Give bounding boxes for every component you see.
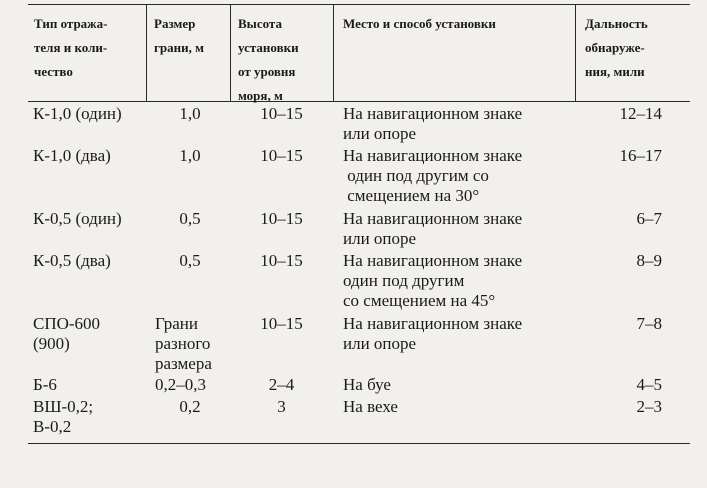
cell-height (230, 314, 333, 334)
header-divider (333, 4, 334, 101)
cell-text: На навигационном знаке (343, 104, 523, 123)
cell-text: 3 (277, 397, 286, 416)
cell-size (150, 397, 230, 417)
cell-text: 6–7 (636, 209, 662, 228)
cell-type (33, 397, 93, 437)
cell-text: размера (155, 354, 212, 373)
cell-size (155, 375, 235, 395)
header-text: Тип отража- (34, 16, 108, 31)
cell-type (33, 251, 111, 271)
cell-range (580, 251, 662, 271)
header-text: обнаруже- (585, 40, 645, 55)
table-top-rule (28, 4, 690, 5)
cell-size (150, 146, 230, 166)
cell-text: На навигационном знаке (343, 251, 523, 270)
header-divider (146, 4, 147, 101)
header-reflector-type (34, 12, 107, 84)
cell-text: 12–14 (619, 104, 662, 123)
cell-size (150, 104, 230, 124)
cell-height (230, 397, 333, 417)
cell-range (580, 104, 662, 124)
cell-text: 10–15 (260, 146, 303, 165)
cell-text: 0,5 (179, 251, 201, 270)
header-text: от уровня (238, 64, 296, 79)
cell-type (33, 375, 57, 395)
cell-text: 0,2 (179, 397, 201, 416)
cell-text: На навигационном знаке (343, 146, 523, 165)
cell-text: На буе (343, 375, 391, 394)
cell-text: или опоре (343, 334, 417, 353)
header-text: грани, м (154, 40, 204, 55)
cell-type (33, 209, 122, 229)
cell-size (155, 314, 235, 374)
cell-text: 1,0 (179, 146, 201, 165)
cell-place (343, 314, 522, 354)
cell-text: один под другим со (343, 166, 489, 185)
cell-height (230, 104, 333, 124)
cell-text: В-0,2 (33, 417, 72, 436)
header-divider (230, 4, 231, 101)
header-text: Место и способ установки (343, 16, 496, 31)
cell-type (33, 146, 111, 166)
cell-place (343, 104, 522, 144)
header-text: Размер (154, 16, 196, 31)
cell-text: 10–15 (260, 314, 303, 333)
cell-text: 7–8 (636, 314, 662, 333)
cell-range (580, 375, 662, 395)
cell-text: 10–15 (260, 209, 303, 228)
cell-text: 0,2–0,3 (155, 375, 206, 394)
header-text: чество (34, 64, 73, 79)
cell-place (343, 251, 522, 311)
cell-text: смещением на 30° (343, 186, 480, 205)
cell-text: 0,5 (179, 209, 201, 228)
cell-place (343, 397, 398, 417)
cell-type (33, 314, 100, 354)
header-install-place (343, 12, 496, 36)
cell-place (343, 146, 522, 206)
cell-text: К-0,5 (один) (33, 209, 122, 228)
cell-text: ВШ-0,2; (33, 397, 94, 416)
cell-text: 2–3 (636, 397, 662, 416)
cell-text: К-1,0 (один) (33, 104, 122, 123)
cell-height (230, 209, 333, 229)
cell-range (580, 146, 662, 166)
cell-text: Б-6 (33, 375, 57, 394)
cell-range (580, 314, 662, 334)
cell-text: или опоре (343, 124, 417, 143)
cell-text: 1,0 (179, 104, 201, 123)
header-text: теля и коли- (34, 40, 108, 55)
header-text: Высота (238, 16, 282, 31)
cell-size (150, 251, 230, 271)
cell-height (230, 251, 333, 271)
cell-size (150, 209, 230, 229)
cell-text: Грани (155, 314, 198, 333)
cell-text: 10–15 (260, 104, 303, 123)
header-install-height (238, 12, 299, 108)
header-text: Дальность (585, 16, 648, 31)
table-bottom-rule (28, 443, 690, 444)
cell-height (230, 375, 333, 395)
cell-text: На навигационном знаке (343, 314, 523, 333)
cell-text: 10–15 (260, 251, 303, 270)
header-bottom-rule (28, 101, 690, 102)
cell-text: На навигационном знаке (343, 209, 523, 228)
cell-type (33, 104, 122, 124)
cell-text: один под другим (343, 271, 465, 290)
cell-text: 4–5 (636, 375, 662, 394)
cell-range (580, 397, 662, 417)
cell-text: На вехе (343, 397, 398, 416)
cell-text: со смещением на 45° (343, 291, 496, 310)
cell-text: или опоре (343, 229, 417, 248)
cell-text: 8–9 (636, 251, 662, 270)
cell-text: разного (155, 334, 211, 353)
header-detection-range (585, 12, 648, 84)
cell-height (230, 146, 333, 166)
header-text: установки (238, 40, 299, 55)
cell-place (343, 375, 391, 395)
cell-text: 16–17 (619, 146, 662, 165)
header-text: ния, мили (585, 64, 645, 79)
header-text: моря, м (238, 88, 283, 103)
cell-text: 2–4 (268, 375, 295, 394)
cell-text: К-1,0 (два) (33, 146, 111, 165)
cell-text: К-0,5 (два) (33, 251, 111, 270)
header-face-size (154, 12, 204, 60)
cell-range (580, 209, 662, 229)
cell-place (343, 209, 522, 249)
cell-text: (900) (33, 334, 70, 353)
cell-text: СПО-600 (33, 314, 101, 333)
header-divider (575, 4, 576, 101)
